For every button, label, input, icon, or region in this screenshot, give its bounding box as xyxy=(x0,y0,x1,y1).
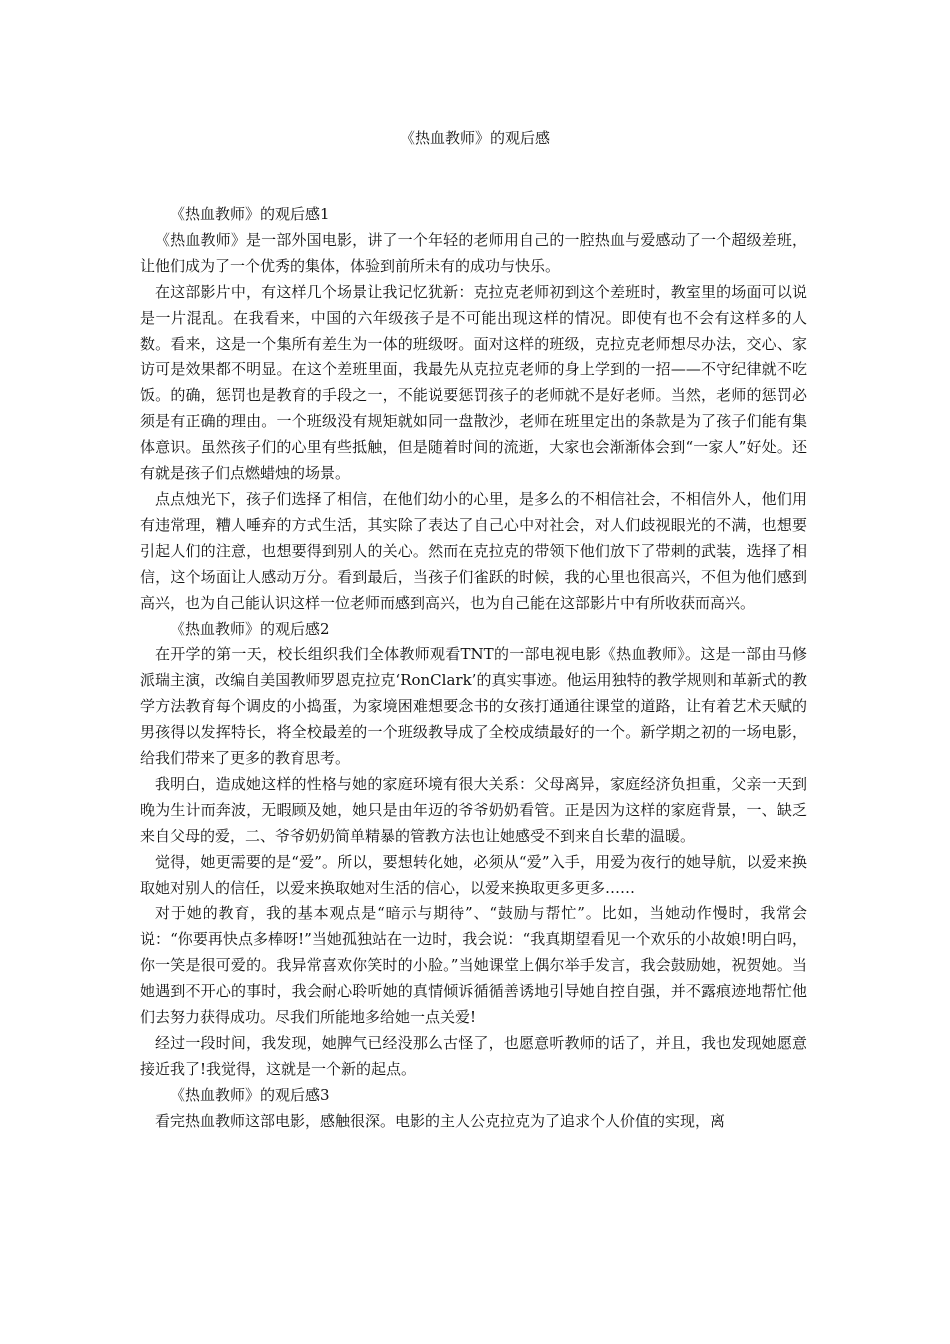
section-heading-3: 《热血教师》的观后感3 xyxy=(170,1085,330,1104)
paragraph: 觉得，她更需要的是“爱”。所以，要想转化她，必须从“爱”入手，用爱为夜行的她导航，以爱来换取她对别人的信任，以爱来换取她对生活的信心，以爱来换取更多更多…… xyxy=(140,852,807,897)
document-body xyxy=(140,202,807,1135)
paragraph: 经过一段时间，我发现，她脾气已经没那么古怪了，也愿意听教师的话了，并且，我也发现她愿意接近我了!我觉得，这就是一个新的起点。 xyxy=(140,1034,807,1078)
paragraph: 点点烛光下，孩子们选择了相信，在他们幼小的心里，是多么的不相信社会，不相信外人，他们用有违常理，糟人唾弃的方式生活，其实除了表达了自己心中对社会，对人们歧视眼光的不满，也想要引起人们的注意，也想要得到别人的关心。然而在克拉克的带领下他们放下了带刺的武装，选择了相信，这个场面让人感动万分。看到最后，当孩子们雀跃的时候，我的心里也很高兴，不但为他们感到高兴，也为自己能认识这样一位老师而感到高兴，也为自己能在这部影片中有所收获而高兴。 xyxy=(140,489,807,612)
paragraph: 在开学的第一天，校长组织我们全体教师观看TNT的一部电视电影《热血教师》。这是一部由马修派瑞主演，改编自美国教师罗恩克拉克‘RonClark’的真实事迹。他运用独特的教学规则和革新式的教学方法教育每个调皮的小捣蛋，为家境困难想要念书的女孩打通通往课堂的道路，让有着艺术天赋的男孩得以发挥特长，将全校最差的一个班级教导成了全校成绩最好的一个。新学期之初的一场电影，给我们带来了更多的教育思考。 xyxy=(140,645,807,768)
section-heading-2: 《热血教师》的观后感2 xyxy=(170,619,330,638)
paragraph: 在这部影片中，有这样几个场景让我记忆犹新：克拉克老师初到这个差班时，教室里的场面可以说是一片混乱。在我看来，中国的六年级孩子是不可能出现这样的情况。即使有也不会有这样多的人数。看来，这是一个集所有差生为一体的班级呀。面对这样的班级，克拉克老师想尽办法，交心、家访可是效果都不明显。在这个差班里面，我最先从克拉克老师的身上学到的一招——不守纪律就不吃饭。的确，惩罚也是教育的手段之一，不能说要惩罚孩子的老师就不是好老师。当然，老师的惩罚必须是有正确的理由。一个班级没有规矩就如同一盘散沙，老师在班里定出的条款是为了孩子们能有集体意识。虽然孩子们的心里有些抵触，但是随着时间的流逝，大家也会渐渐体会到“一家人”好处。还有就是孩子们点燃蜡烛的场景。 xyxy=(140,282,807,483)
paragraph: 对于她的教育，我的基本观点是“暗示与期待”、“鼓励与帮忙”。比如，当她动作慢时，我常会说：“你要再快点多棒呀!”当她孤独站在一边时，我会说：“我真期望看见一个欢乐的小故娘!明白吗，你一笑是很可爱的。我异常喜欢你笑时的小脸。”当她课堂上偶尔举手发言，我会鼓励她，祝贺她。当她遇到不开心的事时，我会耐心聆听她的真情倾诉循循善诱地引导她自控自强，并不露痕迹地帮忙他们去努力获得成功。尽我们所能地多给她一点关爱! xyxy=(140,904,807,1027)
paragraph: 我明白，造成她这样的性格与她的家庭环境有很大关系：父母离异，家庭经济负担重，父亲一天到晚为生计而奔波，无暇顾及她，她只是由年迈的爷爷奶奶看管。正是因为这样的家庭背景，一、缺乏来自父母的爱，二、爷爷奶奶简单精暴的管教方法也让她感受不到来自长辈的温暖。 xyxy=(140,774,807,845)
section-heading-1: 《热血教师》的观后感1 xyxy=(170,205,330,223)
paragraph: 《热血教师》是一部外国电影，讲了一个年轻的老师用自己的一腔热血与爱感动了一个超级差班，让他们成为了一个优秀的集体，体验到前所未有的成功与快乐。 xyxy=(140,230,807,275)
document-title: 《热血教师》的观后感 xyxy=(399,129,550,147)
paragraph: 看完热血教师这部电影，感触很深。电影的主人公克拉克为了追求个人价值的实现，离 xyxy=(155,1111,726,1130)
